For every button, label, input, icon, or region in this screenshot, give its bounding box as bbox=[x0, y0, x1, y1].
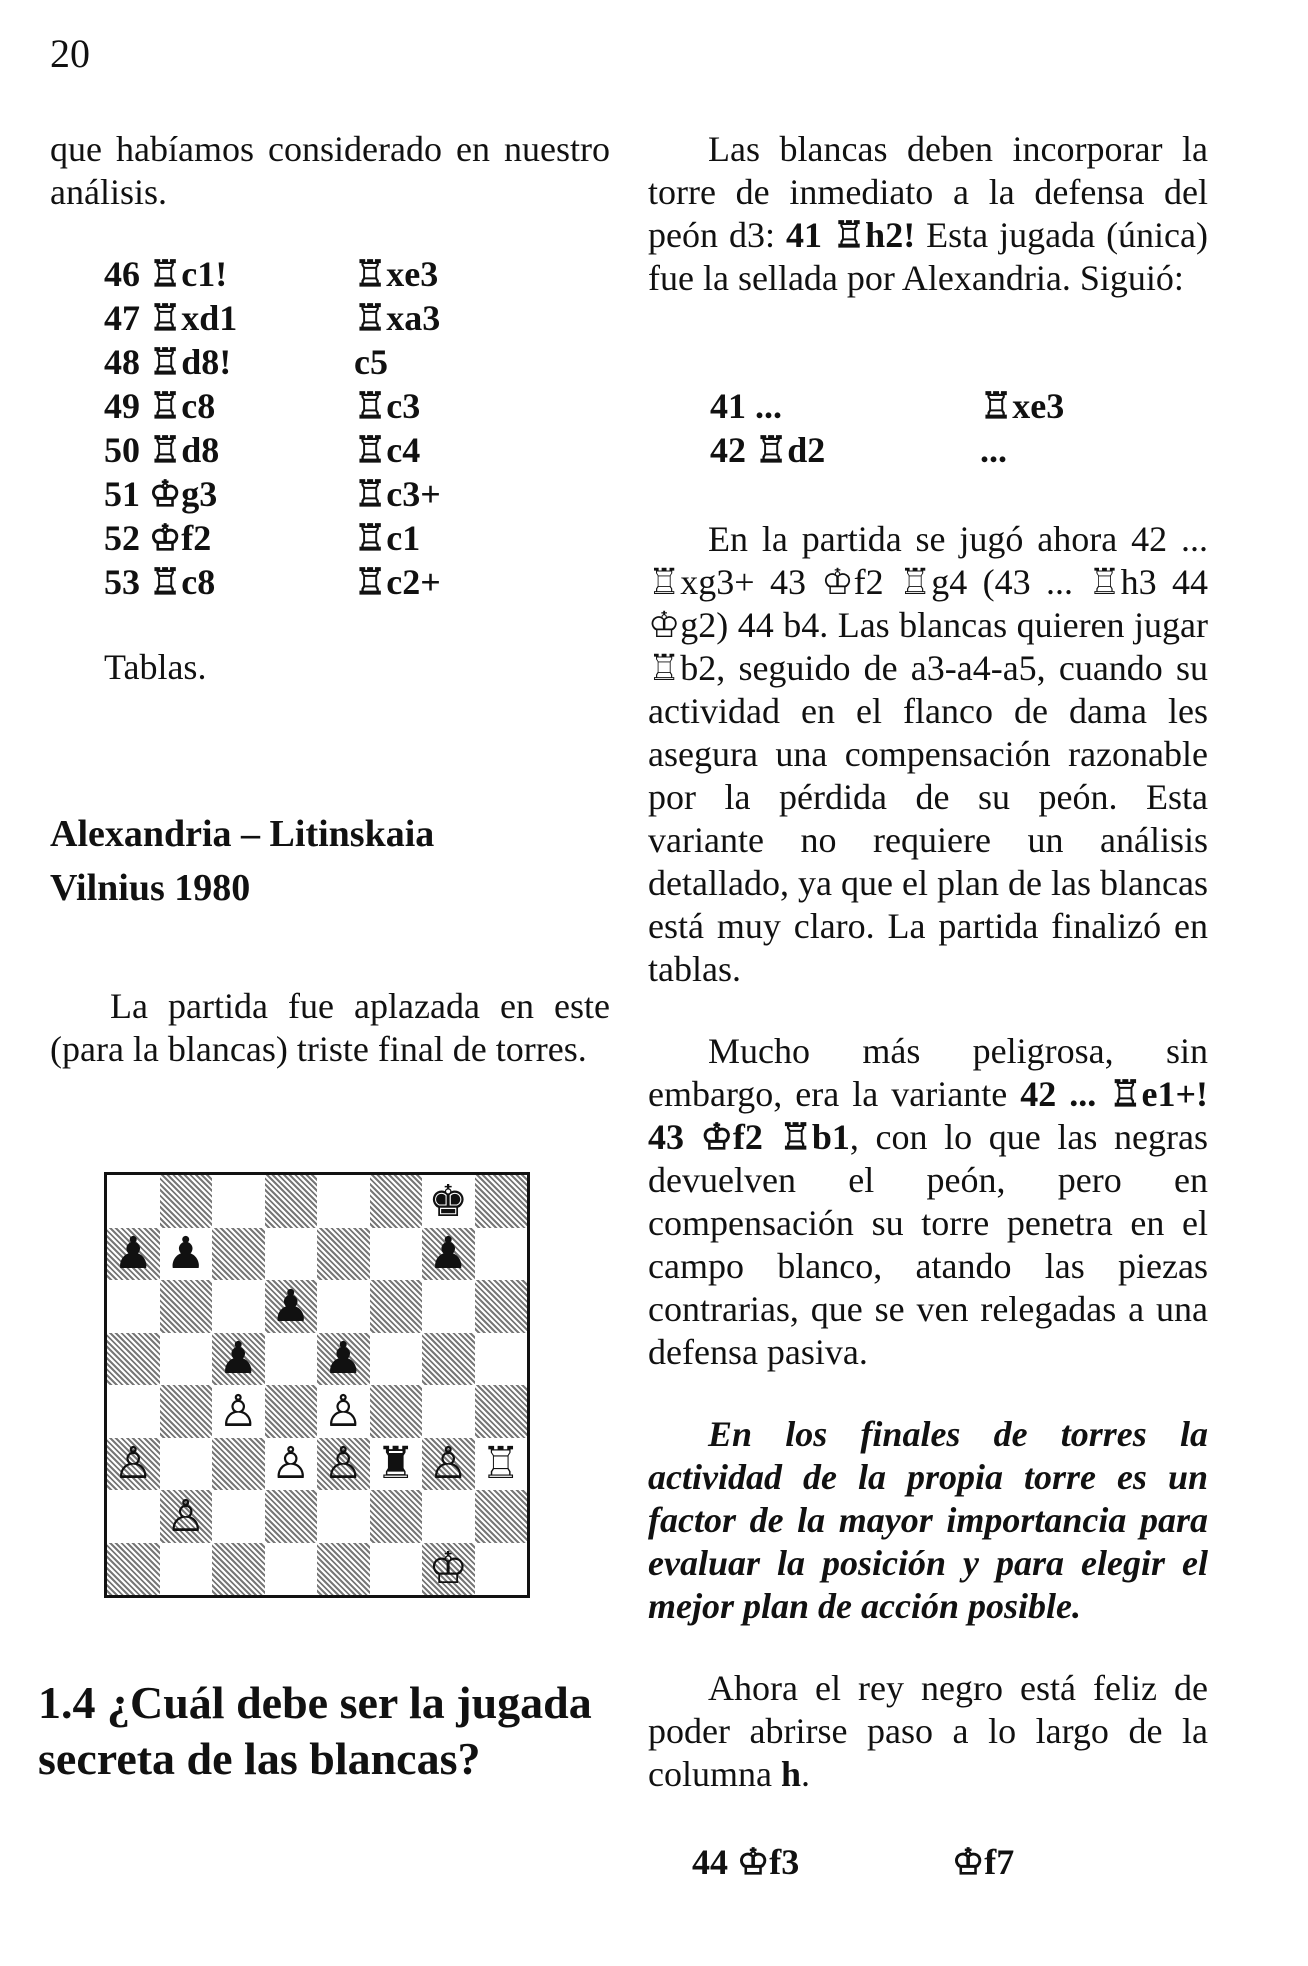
result-text: Tablas. bbox=[104, 647, 207, 687]
p3-end: , con lo que las negras devuelven el peón, pero en compensación su torre penetra en el campo blanco, atando las piezas contrarias, que se ven relegadas a una defensa pasiva. bbox=[648, 1117, 1209, 1372]
board-square bbox=[160, 1175, 213, 1228]
board-square: ♙ bbox=[107, 1438, 160, 1491]
p1-move: 41 ♖h2! bbox=[785, 215, 916, 255]
move-list-right bbox=[710, 384, 1110, 472]
board-square bbox=[212, 1438, 265, 1491]
last-move-white: 44 ♔f3 bbox=[692, 1842, 800, 1882]
board-square bbox=[212, 1175, 265, 1228]
game-title: Alexandria – Litinskaia bbox=[50, 813, 435, 855]
board-square bbox=[317, 1490, 370, 1543]
board-square: ♜ bbox=[376, 1438, 416, 1490]
board-square: ♟ bbox=[422, 1228, 475, 1281]
move-list-left bbox=[104, 252, 504, 604]
game-place: Vilnius 1980 bbox=[50, 867, 251, 909]
board-square bbox=[370, 1490, 423, 1543]
board-square bbox=[160, 1280, 213, 1333]
right-paragraph-4: En los finales de torres la actividad de la propia torre es un factor de la mayor importancia para evaluar la posición y para elegir el mejor plan de acción posible. bbox=[648, 1414, 1208, 1626]
move-row bbox=[104, 428, 504, 472]
move-row bbox=[104, 384, 504, 428]
board-square bbox=[160, 1543, 213, 1596]
right-paragraph-3 bbox=[648, 1030, 1208, 1374]
white-move: 50 ♖d8 bbox=[104, 430, 220, 470]
board-square bbox=[265, 1228, 318, 1281]
board-square bbox=[422, 1385, 475, 1438]
black-move: ♖xa3 bbox=[354, 298, 441, 338]
board-square bbox=[317, 1280, 370, 1333]
board-square: ♙ bbox=[271, 1438, 311, 1490]
move-row bbox=[104, 296, 504, 340]
board-square: ♟ bbox=[166, 1228, 206, 1280]
board-square bbox=[265, 1175, 318, 1228]
white-move: 42 ♖d2 bbox=[710, 430, 826, 470]
board-square bbox=[212, 1228, 265, 1281]
black-move: ♖c2+ bbox=[354, 562, 441, 602]
board-square bbox=[160, 1438, 213, 1491]
board-square bbox=[370, 1543, 423, 1596]
last-move-black: ♔f7 bbox=[952, 1842, 1015, 1882]
board-square bbox=[475, 1228, 528, 1281]
board-square bbox=[317, 1543, 370, 1596]
p1-text: Las blancas deben incorporar la torre de inmediato a la defensa del peón d3: bbox=[648, 129, 1208, 255]
board-square bbox=[107, 1175, 160, 1228]
white-move: 52 ♔f2 bbox=[104, 518, 212, 558]
board-square: ♙ bbox=[317, 1438, 370, 1491]
p3-text: Mucho más peligrosa, sin embargo, era la variante bbox=[648, 1031, 1208, 1114]
right-paragraph-1 bbox=[648, 128, 1208, 300]
white-move: 49 ♖c8 bbox=[104, 386, 216, 426]
board-square bbox=[475, 1543, 528, 1596]
board-square bbox=[212, 1280, 265, 1333]
board-square: ♔ bbox=[422, 1543, 475, 1596]
board-square bbox=[370, 1175, 423, 1228]
white-move: 53 ♖c8 bbox=[104, 562, 216, 602]
board-square bbox=[370, 1385, 423, 1438]
black-move: ♖xe3 bbox=[980, 386, 1065, 426]
black-move: ♖c3+ bbox=[354, 474, 441, 514]
board-square: ♖ bbox=[481, 1438, 521, 1490]
board-square bbox=[107, 1280, 160, 1333]
board-square: ♙ bbox=[218, 1385, 258, 1437]
board-square bbox=[107, 1543, 160, 1596]
p5-file: h bbox=[780, 1754, 801, 1794]
white-move: 46 ♖c1! bbox=[104, 254, 228, 294]
black-move: c5 bbox=[354, 342, 388, 382]
intro-text: que habíamos considerado en nuestro análisis. bbox=[50, 129, 610, 212]
black-move: ♖c1 bbox=[354, 518, 421, 558]
move-row bbox=[104, 472, 504, 516]
board-square: ♟ bbox=[107, 1228, 160, 1281]
board-square bbox=[475, 1490, 528, 1543]
board-square: ♙ bbox=[422, 1438, 475, 1491]
white-move: 47 ♖xd1 bbox=[104, 298, 238, 338]
p3-moves: 42 ... ♖e1+! 43 ♔f2 ♖b1 bbox=[648, 1074, 1208, 1157]
board-square bbox=[475, 1175, 528, 1228]
board-square bbox=[212, 1543, 265, 1596]
board-square bbox=[265, 1333, 318, 1386]
move-row bbox=[104, 252, 504, 296]
move-row bbox=[710, 384, 1110, 428]
white-move: 51 ♔g3 bbox=[104, 474, 218, 514]
board-square bbox=[370, 1280, 423, 1333]
move-row bbox=[104, 560, 504, 604]
board-square bbox=[317, 1175, 370, 1228]
right-paragraph-2: En la partida se jugó ahora 42 ... ♖xg3+ 43 ♔f2 ♖g4 (43 ... ♖h3 44 ♔g2) 44 b4. Las blancas quieren jugar ♖b2, seguido de a3-a4-a5, cuando su actividad en el flanco de dama les asegura una compensación razonable por la pérdida de su peón. Esta variante no requiere un análisis detallado, ya que el plan de las blancas está muy claro. La partida finalizó en tablas. bbox=[648, 519, 1208, 989]
board-square bbox=[475, 1280, 528, 1333]
board-square bbox=[265, 1543, 318, 1596]
game-paragraph: La partida fue aplazada en este (para la blancas) triste final de torres. bbox=[50, 986, 610, 1069]
section-heading: 1.4 ¿Cuál debe ser la jugada secreta de las blancas? bbox=[38, 1677, 592, 1784]
board-square bbox=[212, 1490, 265, 1543]
board-square bbox=[475, 1385, 528, 1438]
board-square bbox=[265, 1385, 318, 1438]
board-square bbox=[107, 1490, 160, 1543]
board-square bbox=[160, 1385, 213, 1438]
board-square bbox=[422, 1490, 475, 1543]
board-square bbox=[107, 1385, 160, 1438]
black-move: ♖xe3 bbox=[354, 254, 439, 294]
board-square bbox=[422, 1280, 475, 1333]
p5-text: Ahora el rey negro está feliz de poder abrirse paso a lo largo de la columna bbox=[648, 1668, 1208, 1794]
board-square bbox=[265, 1490, 318, 1543]
board-square bbox=[107, 1333, 160, 1386]
white-move: 41 ... bbox=[710, 386, 782, 426]
p5-end: . bbox=[801, 1754, 810, 1794]
right-paragraph-5 bbox=[648, 1667, 1208, 1796]
board-square: ♚ bbox=[428, 1175, 468, 1227]
board-square bbox=[422, 1333, 475, 1386]
board-square: ♟ bbox=[317, 1333, 370, 1386]
move-row bbox=[104, 516, 504, 560]
board-square: ♙ bbox=[323, 1385, 363, 1437]
chess-board bbox=[104, 1172, 530, 1598]
black-move: ♖c3 bbox=[354, 386, 421, 426]
page-number: 20 bbox=[50, 31, 90, 76]
white-move: 48 ♖d8! bbox=[104, 342, 232, 382]
board-square bbox=[475, 1333, 528, 1386]
black-move: ... bbox=[980, 430, 1007, 470]
p1-end: Esta jugada (única) fue la sellada por Alexandria. Siguió: bbox=[648, 215, 1208, 298]
board-square: ♟ bbox=[212, 1333, 265, 1386]
board-square bbox=[370, 1228, 423, 1281]
black-move: ♖c4 bbox=[354, 430, 421, 470]
move-row bbox=[710, 428, 1110, 472]
board-square bbox=[370, 1333, 423, 1386]
last-move bbox=[692, 1840, 1092, 1884]
board-square bbox=[160, 1333, 213, 1386]
board-square: ♙ bbox=[160, 1490, 213, 1543]
board-square bbox=[317, 1228, 370, 1281]
board-square: ♟ bbox=[265, 1280, 318, 1333]
move-row bbox=[104, 340, 504, 384]
